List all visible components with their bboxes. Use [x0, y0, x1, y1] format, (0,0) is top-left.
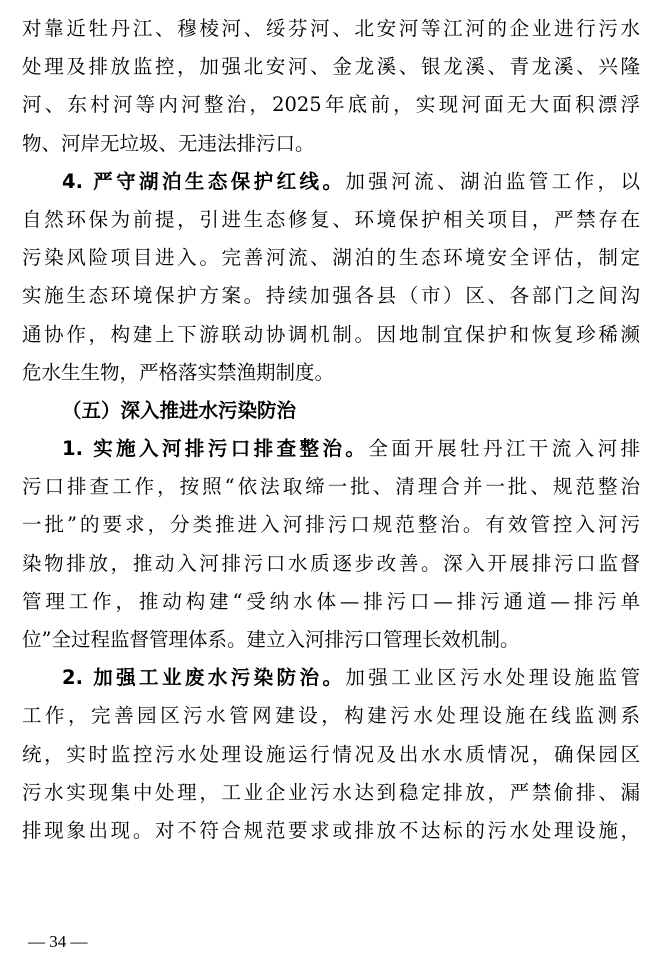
text-line: 处理及排放监控，加强北安河、金龙溪、银龙溪、青龙溪、兴隆	[22, 55, 640, 79]
text-line: 位”全过程监督管理体系。建立入河排污口管理长效机制。	[22, 628, 520, 651]
section-heading: （五）深入推进水污染防治	[62, 398, 297, 422]
text-line: 工作，完善园区污水管网建设，构建污水处理设施在线监测系	[22, 704, 640, 728]
text-line: 对靠近牡丹江、穆棱河、绥芬河、北安河等江河的企业进行污水	[22, 17, 640, 40]
text-line: 自然环保为前提，引进生态修复、环境保护相关项目，严禁存在	[22, 207, 640, 231]
text-line: 1. 实施入河排污口排查整治。全面开展牡丹江干流入河排	[62, 437, 640, 461]
text-line: 河、东村河等内河整治，2025年底前，实现河面无大面积漂浮	[22, 93, 640, 117]
document-body	[22, 10, 640, 850]
text-line: 通协作，构建上下游联动协调机制。因地制宜保护和恢复珍稀濒	[22, 322, 640, 346]
text-line: 染物排放，推动入河排污口水质逐步改善。深入开展排污口监督	[22, 551, 640, 575]
text-line: 污口排查工作，按照“依法取缔一批、清理合并一批、规范整治	[22, 475, 640, 499]
item-heading-2: 2. 加强工业废水污染防治。	[62, 666, 346, 690]
text-line: 排现象出现。对不符合规范要求或排放不达标的污水处理设施，	[22, 818, 640, 842]
text-line: 污染风险项目进入。完善河流、湖泊的生态环境安全评估，制定	[22, 246, 640, 270]
text-line: 4. 严守湖泊生态保护红线。加强河流、湖泊监管工作，以	[62, 169, 640, 193]
text-line: 一批”的要求，分类推进入河排污口规范整治。有效管控入河污	[22, 513, 640, 537]
text-line: 2. 加强工业废水污染防治。加强工业区污水处理设施监管	[62, 666, 640, 690]
item-heading-4: 4. 严守湖泊生态保护红线。	[62, 169, 346, 193]
text-line: 危水生生物，严格落实禁渔期制度。	[22, 360, 335, 384]
item-heading-1: 1. 实施入河排污口排查整治。	[62, 437, 369, 461]
page-number: — 34 —	[28, 932, 88, 951]
text-line: 污水实现集中处理，工业企业污水达到稳定排放，严禁偷排、漏	[22, 780, 640, 804]
text-line: 物、河岸无垃圾、无违法排污口。	[22, 131, 315, 155]
text-line: 实施生态环境保护方案。持续加强各县（市）区、各部门之间沟	[22, 284, 640, 308]
text-line: 管理工作，推动构建“受纳水体—排污口—排污通道—排污单	[22, 589, 640, 613]
text-line: 统，实时监控污水处理设施运行情况及出水水质情况，确保园区	[22, 742, 640, 766]
